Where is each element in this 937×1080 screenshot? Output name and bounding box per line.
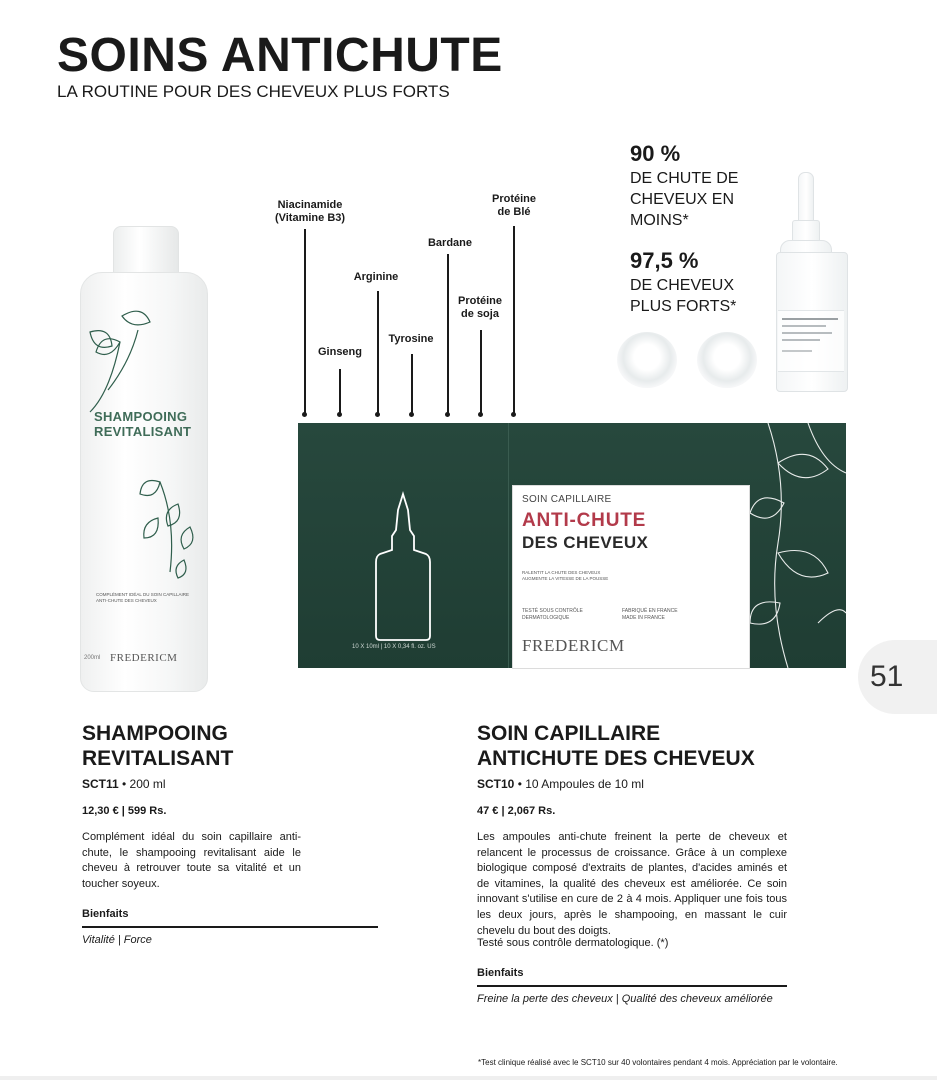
benefits-rule bbox=[82, 926, 378, 928]
product-ref bbox=[477, 777, 644, 791]
ingredient-label-ble: Protéine de Blé bbox=[491, 193, 536, 218]
pointer-line-soja bbox=[480, 330, 482, 415]
product-code: SCT10 bbox=[477, 777, 515, 791]
box-label-tested: TESTÉ SOUS CONTRÔLE DERMATOLOGIQUE bbox=[522, 608, 583, 621]
pointer-dot-soja bbox=[478, 412, 483, 417]
benefits-heading: Bienfaits bbox=[477, 967, 524, 979]
pointer-line-arginine bbox=[377, 291, 379, 415]
product-size: • 10 Ampoules de 10 ml bbox=[514, 777, 644, 791]
pointer-dot-ginseng bbox=[337, 412, 342, 417]
box-label-made: FABRIQUÉ EN FRANCE MADE IN FRANCE bbox=[622, 608, 678, 621]
shampoo-bottle-volume: 200ml bbox=[84, 655, 101, 661]
pointer-line-ble bbox=[513, 226, 515, 415]
product-description-note: Testé sous contrôle dermatologique. (*) bbox=[477, 937, 669, 949]
box-label-claims: RALENTIT LA CHUTE DES CHEVEUX AUGMENTE LA VITESSE DE LA POUSSE bbox=[522, 570, 609, 582]
bottom-bar bbox=[0, 1076, 937, 1080]
pointer-dot-niacinamide bbox=[302, 412, 307, 417]
pointer-line-niacinamide bbox=[304, 229, 306, 415]
ingredient-label-soja: Protéine de soja bbox=[457, 295, 502, 320]
ingredient-label-ginseng: Ginseng bbox=[317, 346, 362, 358]
benefits-heading: Bienfaits bbox=[82, 908, 129, 920]
page-title: SOINS ANTICHUTE bbox=[57, 29, 503, 82]
benefits-values: Freine la perte des cheveux | Qualité des cheveux améliorée bbox=[477, 993, 773, 1005]
benefits-values: Vitalité | Force bbox=[82, 934, 152, 946]
product-description: Les ampoules anti-chute freinent la perte de cheveux et relancent le processus de croissance. Grâce à un complexe biologique composé d'extraits de plantes, d'acides aminés et de vitamines, la qualité des cheveux est améliorée. Ce soin innovant s'utilise en cure de 2 à 4 mois. Appliquer une fois tous les deux jours, après le shampooing, en massant le cuir chevelu du bout des doigts. bbox=[477, 831, 787, 937]
box-label-top: SOIN CAPILLAIRE bbox=[522, 494, 612, 505]
product-ref bbox=[82, 777, 166, 791]
ingredient-label-arginine: Arginine bbox=[353, 271, 399, 283]
pointer-dot-ble bbox=[511, 412, 516, 417]
product-price: 12,30 € | 599 Rs. bbox=[82, 805, 167, 817]
product-size: • 200 ml bbox=[118, 777, 166, 791]
stat-value-stronger: 97,5 % bbox=[630, 248, 699, 273]
product-description: Complément idéal du soin capillaire anti-chute, le shampooing revitalisant aide le cheveu à retrouver toute sa vitalité et un toucher soyeux. bbox=[82, 831, 301, 890]
pointer-dot-arginine bbox=[375, 412, 380, 417]
pointer-line-tyrosine bbox=[411, 354, 413, 415]
product-code: SCT11 bbox=[82, 777, 119, 791]
box-label-brand: FREDERICM bbox=[522, 636, 625, 655]
ingredient-label-niacinamide: Niacinamide (Vitamine B3) bbox=[274, 199, 346, 224]
box-label-main: ANTI-CHUTE bbox=[522, 510, 647, 531]
stat-value-hairloss: 90 % bbox=[630, 141, 681, 166]
benefits-rule bbox=[477, 985, 787, 987]
pointer-line-ginseng bbox=[339, 369, 341, 415]
stat-text-stronger: DE CHEVEUX PLUS FORTS* bbox=[630, 277, 737, 315]
footnote: *Test clinique réalisé avec le SCT10 sur 40 volontaires pendant 4 mois. Appréciation par le volontaire. bbox=[478, 1058, 838, 1067]
shampoo-bottle-label: SHAMPOOING REVITALISANT bbox=[94, 409, 192, 439]
box-label-sub: DES CHEVEUX bbox=[522, 533, 649, 552]
ampoule-outline-icon bbox=[370, 490, 436, 646]
ginkgo-branch-icon bbox=[748, 423, 846, 668]
page-number: 51 bbox=[870, 660, 904, 693]
pointer-dot-bardane bbox=[445, 412, 450, 417]
stat-text-hairloss: DE CHUTE DE CHEVEUX EN MOINS* bbox=[630, 170, 739, 229]
product-title: SOIN CAPILLAIRE ANTICHUTE DES CHEVEUX bbox=[477, 722, 755, 771]
page-subtitle: LA ROUTINE POUR DES CHEVEUX PLUS FORTS bbox=[57, 82, 450, 101]
shampoo-bottle-brand: FREDERICM bbox=[110, 652, 178, 664]
shampoo-bottle-small-text: COMPLÉMENT IDÉAL DU SOIN CAPILLAIRE ANTI-CHUTE DES CHEVEUX bbox=[96, 592, 190, 603]
ingredient-label-tyrosine: Tyrosine bbox=[388, 333, 434, 345]
ingredient-label-bardane: Bardane bbox=[427, 237, 473, 249]
product-title: SHAMPOOING REVITALISANT bbox=[82, 722, 234, 771]
ginkgo-leaf-icon bbox=[80, 272, 206, 690]
pointer-dot-tyrosine bbox=[409, 412, 414, 417]
product-price: 47 € | 2,067 Rs. bbox=[477, 805, 556, 817]
pointer-line-bardane bbox=[447, 254, 449, 415]
box-quantity: 10 X 10ml | 10 X 0,34 fl. oz. US bbox=[352, 644, 436, 650]
